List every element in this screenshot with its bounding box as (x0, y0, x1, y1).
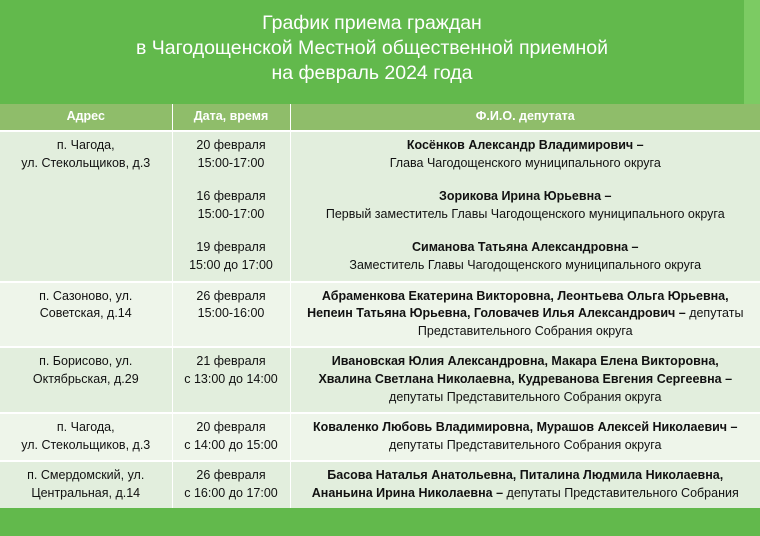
date-text: 20 февраля (196, 138, 266, 152)
table-header-row (0, 104, 760, 131)
deputy-names: Хвалина Светлана Николаевна, Кудреванова Евгения Сергеевна – (318, 371, 733, 386)
time-text: с 14:00 до 15:00 (184, 437, 278, 452)
deputy-role: Первый заместитель Главы Чагодощенского муниципального округа (325, 206, 725, 221)
deputy-names: Ивановская Юлия Александровна, Макара Елена Викторовна, (331, 354, 719, 369)
address-line: Советская, д.14 (39, 306, 132, 321)
deputy-entry (295, 188, 757, 223)
title-line-3: на февраль 2024 года (271, 62, 473, 84)
datetime-slot (177, 137, 286, 172)
table-row (0, 413, 760, 461)
column-header-datetime: Дата, время (172, 104, 290, 131)
time-text: с 16:00 до 17:00 (184, 485, 278, 500)
deputy-names: Непеин Татьяна Юрьевна, Головачев Илья Александрович – (307, 306, 686, 321)
date-text: 19 февраля (196, 240, 266, 255)
deputy-role: депутаты Представительного Собрания (503, 485, 739, 500)
table-row (0, 282, 760, 348)
deputy-cell (290, 347, 760, 413)
time-text: 15:00-16:00 (197, 306, 265, 321)
address-line: п. Чагода, (56, 138, 115, 152)
deputy-cell (290, 131, 760, 282)
address-line: п. Смердомский, ул. (27, 468, 145, 483)
column-header-address: Адрес (0, 104, 172, 131)
datetime-slot (177, 188, 286, 223)
address-cell (0, 347, 172, 413)
date-text: 26 февраля (196, 468, 266, 483)
deputy-role: Глава Чагодощенского муниципального округа (389, 155, 661, 170)
deputy-name: Зорикова Ирина Юрьевна – (438, 189, 612, 204)
address-line: Центральная, д.14 (31, 485, 141, 500)
deputy-names: Коваленко Любовь Владимировна, Мурашов Алексей Николаевич – (313, 420, 738, 435)
deputy-entry (295, 239, 757, 274)
table-row (0, 347, 760, 413)
datetime-slot (177, 239, 286, 274)
deputy-role: депутаты (685, 306, 744, 321)
deputy-role: Заместитель Главы Чагодощенского муниципального округа (349, 257, 702, 272)
deputy-cell (290, 282, 760, 348)
address-line: п. Сазоново, ул. (39, 288, 133, 303)
deputy-name: Симанова Татьяна Александровна – (412, 240, 639, 255)
address-line: Октябрьская, д.29 (32, 371, 139, 386)
deputy-names-line (295, 485, 757, 503)
address-line: п. Борисово, ул. (39, 354, 133, 369)
address-line: п. Чагода, (56, 420, 115, 435)
header-accent-strip (744, 0, 760, 104)
datetime-cell (172, 413, 290, 461)
deputy-names: Ананьина Ирина Николаевна – (311, 485, 504, 500)
footer-banner (0, 508, 760, 536)
column-header-deputy: Ф.И.О. депутата (290, 104, 760, 131)
page-title (0, 11, 744, 86)
time-text: 15:00 до 17:00 (189, 257, 273, 272)
datetime-cell (172, 347, 290, 413)
deputy-names: Басова Наталья Анатольевна, Питалина Людмила Николаевна, (327, 468, 724, 483)
date-text: 21 февраля (196, 354, 266, 369)
deputy-names-line (295, 305, 757, 323)
deputy-role: Представительного Собрания округа (417, 323, 633, 338)
date-text: 16 февраля (196, 189, 266, 204)
deputy-name: Косёнков Александр Владимирович – (406, 138, 644, 152)
deputy-cell (290, 413, 760, 461)
deputy-names: Абраменкова Екатерина Викторовна, Леонтьева Ольга Юрьевна, (321, 288, 729, 303)
title-line-2: в Чагодощенской Местной общественной приемной (135, 37, 609, 59)
date-text: 26 февраля (196, 288, 266, 303)
time-text: с 13:00 до 14:00 (184, 371, 278, 386)
time-text: 15:00-17:00 (197, 206, 265, 221)
address-line: ул. Стекольщиков, д.3 (21, 437, 151, 452)
deputy-role: депутаты Представительного Собрания округа (389, 437, 662, 452)
datetime-cell (172, 131, 290, 282)
address-cell (0, 131, 172, 282)
address-line: ул. Стекольщиков, д.3 (21, 155, 151, 170)
date-text: 20 февраля (196, 420, 266, 435)
datetime-cell (172, 282, 290, 348)
deputy-role: депутаты Представительного Собрания округа (389, 389, 662, 404)
address-cell (0, 282, 172, 348)
deputy-entry (295, 137, 757, 172)
title-line-1: График приема граждан (262, 12, 482, 34)
schedule-table (0, 104, 760, 528)
time-text: 15:00-17:00 (197, 155, 265, 170)
address-cell (0, 413, 172, 461)
table-row (0, 131, 760, 282)
